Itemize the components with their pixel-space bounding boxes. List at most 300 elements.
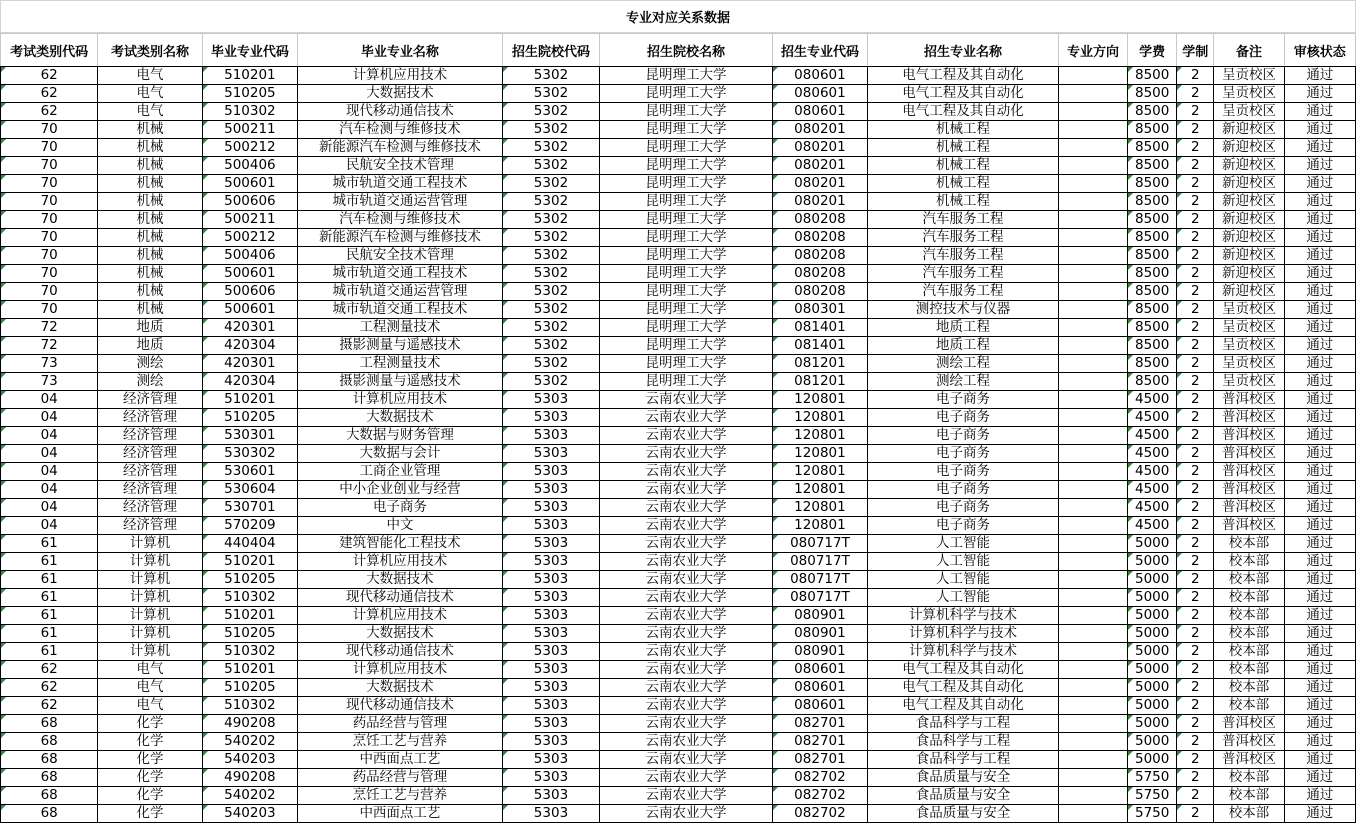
cell-school-name[interactable]: 昆明理工大学 (600, 265, 773, 283)
cell-review-status[interactable]: 通过 (1284, 679, 1355, 697)
cell-exam-category-code[interactable]: 04 (1, 445, 98, 463)
cell-review-status[interactable]: 通过 (1284, 121, 1355, 139)
cell-tuition[interactable]: 8500 (1128, 283, 1177, 301)
cell-school-code[interactable]: 5302 (502, 355, 599, 373)
cell-duration[interactable]: 2 (1177, 247, 1214, 265)
cell-tuition[interactable]: 8500 (1128, 67, 1177, 85)
cell-enroll-major-code[interactable]: 080717T (772, 535, 867, 553)
cell-exam-category-name[interactable]: 电气 (98, 67, 202, 85)
cell-graduate-major-name[interactable]: 大数据与会计 (298, 445, 503, 463)
cell-tuition[interactable]: 5000 (1128, 679, 1177, 697)
cell-major-direction[interactable] (1058, 193, 1127, 211)
cell-review-status[interactable]: 通过 (1284, 553, 1355, 571)
cell-tuition[interactable]: 8500 (1128, 103, 1177, 121)
cell-tuition[interactable]: 8500 (1128, 85, 1177, 103)
cell-exam-category-code[interactable]: 04 (1, 481, 98, 499)
cell-enroll-major-name[interactable]: 电子商务 (868, 391, 1059, 409)
cell-enroll-major-name[interactable]: 食品科学与工程 (868, 733, 1059, 751)
cell-enroll-major-code[interactable]: 080601 (772, 679, 867, 697)
cell-duration[interactable]: 2 (1177, 391, 1214, 409)
cell-tuition[interactable]: 4500 (1128, 499, 1177, 517)
cell-duration[interactable]: 2 (1177, 481, 1214, 499)
cell-school-code[interactable]: 5302 (502, 121, 599, 139)
cell-note[interactable]: 呈贡校区 (1214, 85, 1284, 103)
cell-note[interactable]: 呈贡校区 (1214, 337, 1284, 355)
cell-major-direction[interactable] (1058, 715, 1127, 733)
cell-school-name[interactable]: 云南农业大学 (600, 535, 773, 553)
cell-enroll-major-code[interactable]: 082701 (772, 715, 867, 733)
cell-graduate-major-name[interactable]: 建筑智能化工程技术 (298, 535, 503, 553)
cell-tuition[interactable]: 8500 (1128, 157, 1177, 175)
cell-duration[interactable]: 2 (1177, 499, 1214, 517)
cell-tuition[interactable]: 5000 (1128, 535, 1177, 553)
cell-graduate-major-name[interactable]: 现代移动通信技术 (298, 589, 503, 607)
cell-enroll-major-name[interactable]: 机械工程 (868, 157, 1059, 175)
cell-exam-category-name[interactable]: 机械 (98, 193, 202, 211)
cell-exam-category-code[interactable]: 70 (1, 247, 98, 265)
cell-graduate-major-name[interactable]: 烹饪工艺与营养 (298, 787, 503, 805)
cell-enroll-major-code[interactable]: 080901 (772, 643, 867, 661)
cell-exam-category-name[interactable]: 机械 (98, 283, 202, 301)
cell-tuition[interactable]: 5000 (1128, 733, 1177, 751)
cell-school-code[interactable]: 5302 (502, 157, 599, 175)
cell-review-status[interactable]: 通过 (1284, 643, 1355, 661)
cell-graduate-major-name[interactable]: 烹饪工艺与营养 (298, 733, 503, 751)
cell-exam-category-name[interactable]: 电气 (98, 661, 202, 679)
cell-enroll-major-code[interactable]: 080208 (772, 229, 867, 247)
cell-note[interactable]: 新迎校区 (1214, 211, 1284, 229)
cell-duration[interactable]: 2 (1177, 805, 1214, 823)
cell-graduate-major-code[interactable]: 500601 (202, 175, 297, 193)
cell-review-status[interactable]: 通过 (1284, 625, 1355, 643)
cell-review-status[interactable]: 通过 (1284, 157, 1355, 175)
cell-graduate-major-name[interactable]: 中西面点工艺 (298, 805, 503, 823)
cell-school-name[interactable]: 昆明理工大学 (600, 103, 773, 121)
cell-exam-category-name[interactable]: 电气 (98, 679, 202, 697)
cell-graduate-major-code[interactable]: 420304 (202, 337, 297, 355)
cell-major-direction[interactable] (1058, 445, 1127, 463)
cell-enroll-major-name[interactable]: 电子商务 (868, 427, 1059, 445)
cell-enroll-major-code[interactable]: 080901 (772, 625, 867, 643)
cell-enroll-major-name[interactable]: 机械工程 (868, 175, 1059, 193)
cell-enroll-major-name[interactable]: 机械工程 (868, 139, 1059, 157)
cell-enroll-major-code[interactable]: 080601 (772, 85, 867, 103)
cell-school-name[interactable]: 云南农业大学 (600, 661, 773, 679)
cell-major-direction[interactable] (1058, 373, 1127, 391)
cell-exam-category-name[interactable]: 机械 (98, 247, 202, 265)
cell-graduate-major-code[interactable]: 530701 (202, 499, 297, 517)
cell-exam-category-code[interactable]: 04 (1, 427, 98, 445)
cell-tuition[interactable]: 8500 (1128, 175, 1177, 193)
cell-school-code[interactable]: 5303 (502, 589, 599, 607)
cell-enroll-major-name[interactable]: 测绘工程 (868, 355, 1059, 373)
cell-review-status[interactable]: 通过 (1284, 751, 1355, 769)
cell-review-status[interactable]: 通过 (1284, 373, 1355, 391)
cell-major-direction[interactable] (1058, 121, 1127, 139)
cell-major-direction[interactable] (1058, 67, 1127, 85)
cell-enroll-major-name[interactable]: 电子商务 (868, 481, 1059, 499)
cell-exam-category-code[interactable]: 68 (1, 751, 98, 769)
cell-school-code[interactable]: 5303 (502, 391, 599, 409)
cell-enroll-major-code[interactable]: 082701 (772, 751, 867, 769)
cell-enroll-major-name[interactable]: 测控技术与仪器 (868, 301, 1059, 319)
cell-exam-category-code[interactable]: 68 (1, 715, 98, 733)
cell-school-code[interactable]: 5302 (502, 85, 599, 103)
cell-exam-category-name[interactable]: 机械 (98, 265, 202, 283)
cell-note[interactable]: 普洱校区 (1214, 481, 1284, 499)
cell-enroll-major-name[interactable]: 汽车服务工程 (868, 265, 1059, 283)
cell-review-status[interactable]: 通过 (1284, 355, 1355, 373)
cell-graduate-major-name[interactable]: 汽车检测与维修技术 (298, 121, 503, 139)
cell-duration[interactable]: 2 (1177, 67, 1214, 85)
cell-review-status[interactable]: 通过 (1284, 175, 1355, 193)
cell-exam-category-code[interactable]: 61 (1, 535, 98, 553)
cell-school-name[interactable]: 云南农业大学 (600, 715, 773, 733)
cell-exam-category-name[interactable]: 计算机 (98, 553, 202, 571)
cell-tuition[interactable]: 5000 (1128, 571, 1177, 589)
header-school-name[interactable]: 招生院校名称 (600, 34, 773, 67)
cell-graduate-major-name[interactable]: 摄影测量与遥感技术 (298, 337, 503, 355)
cell-enroll-major-code[interactable]: 080201 (772, 193, 867, 211)
cell-graduate-major-code[interactable]: 540203 (202, 805, 297, 823)
cell-graduate-major-code[interactable]: 490208 (202, 769, 297, 787)
cell-exam-category-code[interactable]: 70 (1, 301, 98, 319)
cell-major-direction[interactable] (1058, 157, 1127, 175)
cell-duration[interactable]: 2 (1177, 751, 1214, 769)
cell-exam-category-code[interactable]: 68 (1, 787, 98, 805)
cell-school-code[interactable]: 5303 (502, 769, 599, 787)
cell-school-name[interactable]: 云南农业大学 (600, 607, 773, 625)
cell-review-status[interactable]: 通过 (1284, 445, 1355, 463)
cell-school-name[interactable]: 云南农业大学 (600, 769, 773, 787)
cell-school-name[interactable]: 云南农业大学 (600, 445, 773, 463)
cell-major-direction[interactable] (1058, 301, 1127, 319)
cell-exam-category-code[interactable]: 70 (1, 139, 98, 157)
cell-enroll-major-code[interactable]: 081401 (772, 337, 867, 355)
cell-graduate-major-name[interactable]: 民航安全技术管理 (298, 157, 503, 175)
cell-exam-category-name[interactable]: 经济管理 (98, 517, 202, 535)
cell-note[interactable]: 校本部 (1214, 589, 1284, 607)
cell-graduate-major-code[interactable]: 420301 (202, 355, 297, 373)
cell-enroll-major-code[interactable]: 080208 (772, 283, 867, 301)
cell-enroll-major-name[interactable]: 机械工程 (868, 121, 1059, 139)
cell-exam-category-code[interactable]: 62 (1, 661, 98, 679)
cell-enroll-major-name[interactable]: 电气工程及其自动化 (868, 67, 1059, 85)
cell-note[interactable]: 呈贡校区 (1214, 67, 1284, 85)
header-note[interactable]: 备注 (1214, 34, 1284, 67)
cell-graduate-major-code[interactable]: 500406 (202, 247, 297, 265)
cell-exam-category-name[interactable]: 机械 (98, 175, 202, 193)
cell-school-code[interactable]: 5302 (502, 373, 599, 391)
cell-major-direction[interactable] (1058, 409, 1127, 427)
cell-exam-category-code[interactable]: 73 (1, 373, 98, 391)
cell-exam-category-code[interactable]: 70 (1, 193, 98, 211)
cell-graduate-major-code[interactable]: 510205 (202, 85, 297, 103)
header-major-direction[interactable]: 专业方向 (1058, 34, 1127, 67)
cell-tuition[interactable]: 8500 (1128, 337, 1177, 355)
cell-enroll-major-code[interactable]: 080601 (772, 661, 867, 679)
cell-enroll-major-name[interactable]: 汽车服务工程 (868, 211, 1059, 229)
cell-exam-category-name[interactable]: 化学 (98, 733, 202, 751)
cell-school-code[interactable]: 5303 (502, 571, 599, 589)
cell-exam-category-name[interactable]: 经济管理 (98, 427, 202, 445)
cell-school-name[interactable]: 昆明理工大学 (600, 337, 773, 355)
header-review-status[interactable]: 审核状态 (1284, 34, 1355, 67)
cell-exam-category-name[interactable]: 电气 (98, 697, 202, 715)
cell-note[interactable]: 新迎校区 (1214, 157, 1284, 175)
cell-school-code[interactable]: 5303 (502, 517, 599, 535)
cell-school-code[interactable]: 5302 (502, 193, 599, 211)
cell-graduate-major-name[interactable]: 计算机应用技术 (298, 607, 503, 625)
cell-enroll-major-name[interactable]: 汽车服务工程 (868, 229, 1059, 247)
cell-note[interactable]: 校本部 (1214, 571, 1284, 589)
cell-exam-category-name[interactable]: 化学 (98, 769, 202, 787)
cell-enroll-major-name[interactable]: 机械工程 (868, 193, 1059, 211)
cell-tuition[interactable]: 5750 (1128, 769, 1177, 787)
cell-exam-category-code[interactable]: 61 (1, 607, 98, 625)
cell-tuition[interactable]: 8500 (1128, 355, 1177, 373)
cell-enroll-major-name[interactable]: 人工智能 (868, 535, 1059, 553)
cell-major-direction[interactable] (1058, 697, 1127, 715)
cell-major-direction[interactable] (1058, 229, 1127, 247)
cell-duration[interactable]: 2 (1177, 283, 1214, 301)
cell-duration[interactable]: 2 (1177, 193, 1214, 211)
cell-enroll-major-code[interactable]: 082702 (772, 805, 867, 823)
cell-exam-category-code[interactable]: 68 (1, 805, 98, 823)
cell-major-direction[interactable] (1058, 499, 1127, 517)
header-enroll-major-code[interactable]: 招生专业代码 (772, 34, 867, 67)
cell-review-status[interactable]: 通过 (1284, 211, 1355, 229)
cell-school-code[interactable]: 5302 (502, 139, 599, 157)
header-tuition[interactable]: 学费 (1128, 34, 1177, 67)
cell-school-code[interactable]: 5303 (502, 553, 599, 571)
cell-school-name[interactable]: 云南农业大学 (600, 679, 773, 697)
cell-graduate-major-code[interactable]: 530301 (202, 427, 297, 445)
cell-exam-category-code[interactable]: 70 (1, 121, 98, 139)
cell-exam-category-name[interactable]: 测绘 (98, 355, 202, 373)
cell-note[interactable]: 校本部 (1214, 697, 1284, 715)
cell-school-code[interactable]: 5302 (502, 211, 599, 229)
cell-review-status[interactable]: 通过 (1284, 409, 1355, 427)
cell-exam-category-code[interactable]: 62 (1, 679, 98, 697)
cell-school-name[interactable]: 云南农业大学 (600, 589, 773, 607)
cell-note[interactable]: 新迎校区 (1214, 265, 1284, 283)
cell-enroll-major-name[interactable]: 地质工程 (868, 319, 1059, 337)
cell-exam-category-name[interactable]: 计算机 (98, 643, 202, 661)
cell-exam-category-name[interactable]: 计算机 (98, 589, 202, 607)
cell-graduate-major-code[interactable]: 510302 (202, 643, 297, 661)
cell-major-direction[interactable] (1058, 535, 1127, 553)
cell-major-direction[interactable] (1058, 661, 1127, 679)
cell-major-direction[interactable] (1058, 517, 1127, 535)
cell-duration[interactable]: 2 (1177, 679, 1214, 697)
cell-enroll-major-code[interactable]: 120801 (772, 391, 867, 409)
cell-graduate-major-name[interactable]: 中小企业创业与经营 (298, 481, 503, 499)
cell-enroll-major-name[interactable]: 食品质量与安全 (868, 805, 1059, 823)
cell-enroll-major-name[interactable]: 人工智能 (868, 589, 1059, 607)
cell-school-code[interactable]: 5303 (502, 625, 599, 643)
cell-review-status[interactable]: 通过 (1284, 301, 1355, 319)
cell-school-code[interactable]: 5303 (502, 661, 599, 679)
cell-exam-category-code[interactable]: 04 (1, 463, 98, 481)
cell-major-direction[interactable] (1058, 553, 1127, 571)
cell-graduate-major-code[interactable]: 510201 (202, 553, 297, 571)
cell-tuition[interactable]: 8500 (1128, 121, 1177, 139)
cell-major-direction[interactable] (1058, 427, 1127, 445)
cell-exam-category-name[interactable]: 计算机 (98, 535, 202, 553)
cell-review-status[interactable]: 通过 (1284, 391, 1355, 409)
cell-exam-category-code[interactable]: 73 (1, 355, 98, 373)
cell-graduate-major-code[interactable]: 500211 (202, 211, 297, 229)
cell-graduate-major-name[interactable]: 药品经营与管理 (298, 769, 503, 787)
cell-tuition[interactable]: 8500 (1128, 265, 1177, 283)
cell-major-direction[interactable] (1058, 211, 1127, 229)
cell-duration[interactable]: 2 (1177, 697, 1214, 715)
cell-review-status[interactable]: 通过 (1284, 463, 1355, 481)
cell-note[interactable]: 普洱校区 (1214, 427, 1284, 445)
cell-major-direction[interactable] (1058, 679, 1127, 697)
cell-graduate-major-code[interactable]: 540203 (202, 751, 297, 769)
cell-enroll-major-name[interactable]: 食品质量与安全 (868, 769, 1059, 787)
header-school-code[interactable]: 招生院校代码 (502, 34, 599, 67)
cell-exam-category-code[interactable]: 04 (1, 409, 98, 427)
cell-duration[interactable]: 2 (1177, 373, 1214, 391)
cell-major-direction[interactable] (1058, 103, 1127, 121)
cell-graduate-major-code[interactable]: 510302 (202, 103, 297, 121)
cell-graduate-major-name[interactable]: 大数据技术 (298, 85, 503, 103)
cell-school-name[interactable]: 云南农业大学 (600, 751, 773, 769)
cell-graduate-major-code[interactable]: 530601 (202, 463, 297, 481)
cell-tuition[interactable]: 4500 (1128, 481, 1177, 499)
cell-graduate-major-code[interactable]: 510201 (202, 67, 297, 85)
cell-graduate-major-name[interactable]: 中西面点工艺 (298, 751, 503, 769)
sheet-title[interactable]: 专业对应关系数据 (0, 0, 1356, 33)
cell-exam-category-name[interactable]: 经济管理 (98, 481, 202, 499)
cell-graduate-major-code[interactable]: 500606 (202, 193, 297, 211)
cell-exam-category-code[interactable]: 04 (1, 517, 98, 535)
cell-major-direction[interactable] (1058, 625, 1127, 643)
cell-note[interactable]: 普洱校区 (1214, 733, 1284, 751)
cell-graduate-major-name[interactable]: 工程测量技术 (298, 319, 503, 337)
cell-enroll-major-code[interactable]: 081201 (772, 355, 867, 373)
cell-tuition[interactable]: 8500 (1128, 319, 1177, 337)
cell-enroll-major-name[interactable]: 汽车服务工程 (868, 247, 1059, 265)
cell-graduate-major-code[interactable]: 500212 (202, 139, 297, 157)
cell-exam-category-code[interactable]: 70 (1, 211, 98, 229)
cell-duration[interactable]: 2 (1177, 211, 1214, 229)
cell-major-direction[interactable] (1058, 337, 1127, 355)
cell-exam-category-code[interactable]: 04 (1, 391, 98, 409)
cell-enroll-major-name[interactable]: 电子商务 (868, 499, 1059, 517)
cell-enroll-major-code[interactable]: 120801 (772, 463, 867, 481)
cell-school-name[interactable]: 云南农业大学 (600, 553, 773, 571)
cell-exam-category-name[interactable]: 机械 (98, 301, 202, 319)
cell-school-name[interactable]: 云南农业大学 (600, 625, 773, 643)
cell-enroll-major-name[interactable]: 电子商务 (868, 517, 1059, 535)
cell-enroll-major-code[interactable]: 080201 (772, 139, 867, 157)
cell-tuition[interactable]: 4500 (1128, 409, 1177, 427)
cell-major-direction[interactable] (1058, 787, 1127, 805)
cell-major-direction[interactable] (1058, 463, 1127, 481)
cell-note[interactable]: 普洱校区 (1214, 751, 1284, 769)
cell-enroll-major-code[interactable]: 080601 (772, 67, 867, 85)
cell-enroll-major-name[interactable]: 汽车服务工程 (868, 283, 1059, 301)
cell-graduate-major-code[interactable]: 500211 (202, 121, 297, 139)
cell-graduate-major-code[interactable]: 510201 (202, 391, 297, 409)
cell-graduate-major-name[interactable]: 大数据技术 (298, 625, 503, 643)
header-exam-category-code[interactable]: 考试类别代码 (1, 34, 98, 67)
cell-school-code[interactable]: 5303 (502, 643, 599, 661)
cell-enroll-major-code[interactable]: 080201 (772, 121, 867, 139)
cell-exam-category-name[interactable]: 机械 (98, 229, 202, 247)
cell-enroll-major-code[interactable]: 080601 (772, 697, 867, 715)
cell-enroll-major-code[interactable]: 080717T (772, 571, 867, 589)
cell-tuition[interactable]: 5000 (1128, 697, 1177, 715)
cell-tuition[interactable]: 8500 (1128, 139, 1177, 157)
cell-note[interactable]: 呈贡校区 (1214, 103, 1284, 121)
cell-duration[interactable]: 2 (1177, 787, 1214, 805)
cell-exam-category-code[interactable]: 61 (1, 589, 98, 607)
cell-major-direction[interactable] (1058, 247, 1127, 265)
cell-graduate-major-code[interactable]: 530302 (202, 445, 297, 463)
cell-tuition[interactable]: 4500 (1128, 391, 1177, 409)
cell-school-code[interactable]: 5303 (502, 463, 599, 481)
cell-duration[interactable]: 2 (1177, 121, 1214, 139)
cell-tuition[interactable]: 4500 (1128, 463, 1177, 481)
cell-graduate-major-code[interactable]: 490208 (202, 715, 297, 733)
cell-graduate-major-name[interactable]: 大数据技术 (298, 679, 503, 697)
cell-school-name[interactable]: 云南农业大学 (600, 409, 773, 427)
cell-note[interactable]: 呈贡校区 (1214, 373, 1284, 391)
cell-school-name[interactable]: 云南农业大学 (600, 391, 773, 409)
cell-graduate-major-name[interactable]: 现代移动通信技术 (298, 103, 503, 121)
cell-exam-category-code[interactable]: 72 (1, 337, 98, 355)
cell-major-direction[interactable] (1058, 571, 1127, 589)
cell-graduate-major-name[interactable]: 民航安全技术管理 (298, 247, 503, 265)
cell-exam-category-name[interactable]: 地质 (98, 337, 202, 355)
cell-duration[interactable]: 2 (1177, 715, 1214, 733)
cell-enroll-major-name[interactable]: 人工智能 (868, 553, 1059, 571)
cell-enroll-major-code[interactable]: 120801 (772, 427, 867, 445)
cell-exam-category-code[interactable]: 61 (1, 643, 98, 661)
cell-school-name[interactable]: 昆明理工大学 (600, 85, 773, 103)
cell-exam-category-code[interactable]: 62 (1, 697, 98, 715)
cell-school-name[interactable]: 昆明理工大学 (600, 139, 773, 157)
cell-duration[interactable]: 2 (1177, 265, 1214, 283)
cell-enroll-major-code[interactable]: 080208 (772, 211, 867, 229)
cell-tuition[interactable]: 8500 (1128, 301, 1177, 319)
cell-note[interactable]: 新迎校区 (1214, 247, 1284, 265)
cell-duration[interactable]: 2 (1177, 625, 1214, 643)
cell-school-code[interactable]: 5303 (502, 607, 599, 625)
cell-school-name[interactable]: 昆明理工大学 (600, 355, 773, 373)
cell-exam-category-code[interactable]: 62 (1, 85, 98, 103)
cell-exam-category-name[interactable]: 经济管理 (98, 409, 202, 427)
cell-duration[interactable]: 2 (1177, 661, 1214, 679)
cell-tuition[interactable]: 4500 (1128, 427, 1177, 445)
cell-note[interactable]: 新迎校区 (1214, 229, 1284, 247)
cell-school-code[interactable]: 5302 (502, 301, 599, 319)
header-duration[interactable]: 学制 (1177, 34, 1214, 67)
cell-graduate-major-code[interactable]: 500606 (202, 283, 297, 301)
cell-tuition[interactable]: 5000 (1128, 553, 1177, 571)
cell-school-code[interactable]: 5302 (502, 175, 599, 193)
cell-note[interactable]: 普洱校区 (1214, 409, 1284, 427)
cell-graduate-major-code[interactable]: 510205 (202, 625, 297, 643)
cell-enroll-major-name[interactable]: 电子商务 (868, 463, 1059, 481)
cell-note[interactable]: 新迎校区 (1214, 175, 1284, 193)
cell-review-status[interactable]: 通过 (1284, 517, 1355, 535)
